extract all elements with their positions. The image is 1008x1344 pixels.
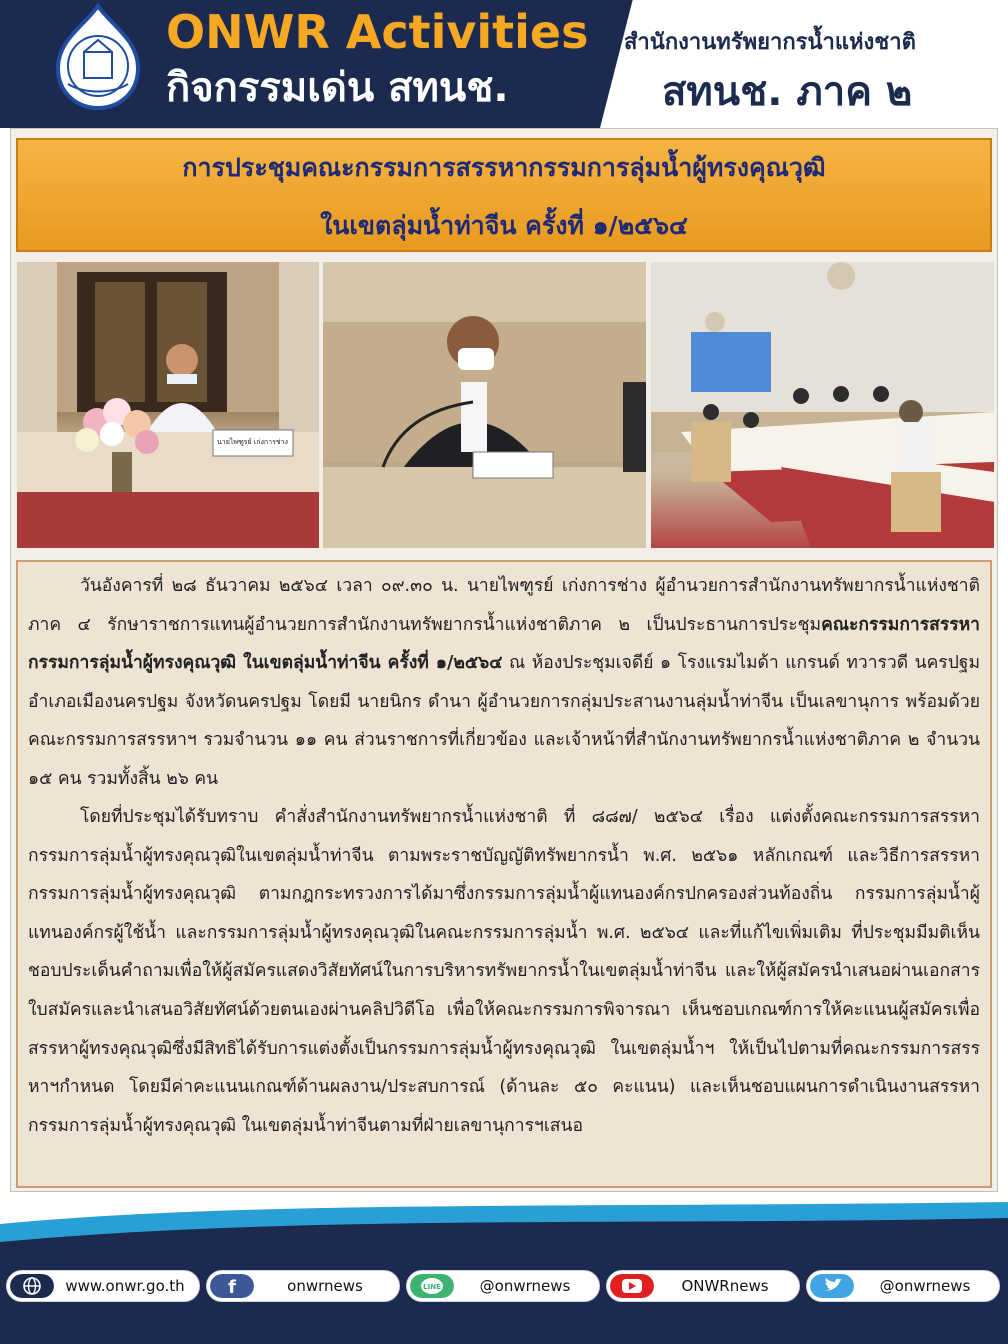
activity-report-textbox [16,560,992,1188]
youtube-icon [610,1274,654,1298]
footer-website-link[interactable] [6,1270,200,1302]
footer-youtube-link[interactable] [606,1270,800,1302]
header-title-th: กิจกรรมเด่น สทนช. [166,65,509,111]
photo-chairman-scene [17,262,319,548]
header-region: สทนช. ภาค ๒ [662,69,913,115]
meeting-title-banner [16,138,992,252]
meeting-photo-chairman [17,262,319,548]
photo-member-scene [323,262,646,548]
report-paragraph-1-highlight: คณะกรรมการสรรหากรรมการลุ่มน้ำผู้ทรงคุณวุฒิ ในเขตลุ่มน้ำท่าจีน ครั้งที่ ๑/๒๕๖๔ [28,614,980,674]
chairman-nameplate-text: นายไพฑูรย์ เก่งการช่าง [217,438,288,446]
report-paragraph-1 [28,567,980,799]
banner-title-line-1: การประชุมคณะกรรมการสรรหากรรมการลุ่มน้ำผู้ทรงคุณวุฒิ [182,153,826,182]
twitter-icon [810,1274,854,1298]
footer-line-link[interactable] [406,1270,600,1302]
facebook-label: onwrnews [287,1277,363,1295]
svg-text:LINE: LINE [423,1283,441,1291]
header-org-name: สำนักงานทรัพยากรน้ำแห่งชาติ [624,30,916,55]
header [0,0,1008,128]
banner-title-line-2: ในเขตลุ่มน้ำท่าจีน ครั้งที่ ๑/๒๕๖๔ [320,211,688,240]
line-label: @onwrnews [479,1277,571,1295]
photo-room-scene [651,262,994,548]
footer-twitter-link[interactable] [806,1270,1000,1302]
line-icon [410,1274,454,1298]
report-paragraph-2: โดยที่ประชุมได้รับทราบ คำสั่งสำนักงานทรัพยากรน้ำแห่งชาติ ที่ ๘๘๗/ ๒๕๖๔ เรื่อง แต่งตั้งคณะกรรมการสรรหากรรมการลุ่มน้ำผู้ทรงคุณวุฒิในเขตลุ่มน้ำท่าจีน ตามพระราชบัญญัติทรัพยากรน้ำ พ.ศ. ๒๕๖๑ หลักเกณฑ์ และวิธีการสรรหากรรมการลุ่มน้ำผู้ทรงคุณวุฒิ ตามกฎกระทรวงการได้มาซึ่งกรรมการลุ่มน้ำผู้แทนองค์กรปกครองส่วนท้องถิ่น กรรมการลุ่มน้ำผู้แทนองค์กรผู้ใช้น้ำ และกรรมการลุ่มน้ำผู้ทรงคุณวุฒิในคณะกรรมการลุ่มน้ำ พ.ศ. ๒๕๖๔ และที่แก้ไขเพิ่มเติม ที่ประชุมมีมติเห็นชอบประเด็นคำถามเพื่อให้ผู้สมัครแสดงวิสัยทัศน์ในการบริหารทรัพยากรน้ำในเขตลุ่มน้ำท่าจีน และให้ผู้สมัครนำเสนอผ่านเอกสารใบสมัครและนำเสนอวิสัยทัศน์ด้วยตนเองผ่านคลิปวิดีโอ เพื่อให้คณะกรรมการพิจารณา เห็นชอบเกณฑ์การให้คะแนนผู้สมัครเพื่อสรรหาผู้ทรงคุณวุฒิซึ่งมีสิทธิได้รับการแต่งตั้งเป็นกรรมการลุ่มน้ำผู้ทรงคุณวุฒิ ในเขตลุ่มน้ำฯ ให้เป็นไปตามที่คณะกรรมการสรรหาฯกำหนด โดยมีค่าคะแนนเกณฑ์ด้านผลงาน/ประสบการณ์ (ด้านละ ๕๐ คะแนน) และเห็นชอบแผนการดำเนินงานสรรหากรรมการลุ่มน้ำผู้ทรงคุณวุฒิ ในเขตลุ่มน้ำท่าจีนตามที่ฝ่ายเลขานุการฯเสนอ [28,807,980,1136]
report-paragraph-1-end: ณ ห้องประชุมเจดีย์ ๑ โรงแรมไมด้า แกรนด์ ทวารวดี นครปฐม อำเภอเมืองนครปฐม จังหวัดนครปฐม โดยมี นายนิกร ดำนา ผู้อำนวยการกลุ่มประสานงานลุ่มน้ำท่าจีน เป็นเลขานุการ พร้อมด้วยคณะกรรมการสรรหาฯ รวมจำนวน ๑๑ คน ส่วนราชการที่เกี่ยวข้อง และเจ้าหน้าที่สำนักงานทรัพยากรน้ำแห่งชาติภาค ๒ จำนวน ๑๕ คน รวมทั้งสิ้น ๒๖ คน [28,653,981,789]
meeting-photo-room [651,262,994,548]
globe-icon [10,1274,54,1298]
twitter-label: @onwrnews [879,1277,971,1295]
meeting-photo-member [323,262,646,548]
svg-text:f: f [228,1277,236,1298]
report-paragraph-1-start: วันอังคารที่ ๒๘ ธันวาคม ๒๕๖๔ เวลา ๐๙.๓๐ น. นายไพฑูรย์ เก่งการช่าง ผู้อำนวยการสำนักงานทรัพยากรน้ำแห่งชาติภาค ๔ รักษาราชการแทนผู้อำนวยการสำนักงานทรัพยากรน้ำแห่งชาติภาค ๒ เป็นประธานการประชุม [28,576,980,635]
facebook-icon [210,1274,254,1298]
youtube-label: ONWRnews [681,1277,769,1295]
header-title-en: ONWR Activities [166,5,589,59]
website-label: www.onwr.go.th [65,1277,185,1295]
onwr-logo [44,2,152,110]
footer-facebook-link[interactable] [206,1270,400,1302]
